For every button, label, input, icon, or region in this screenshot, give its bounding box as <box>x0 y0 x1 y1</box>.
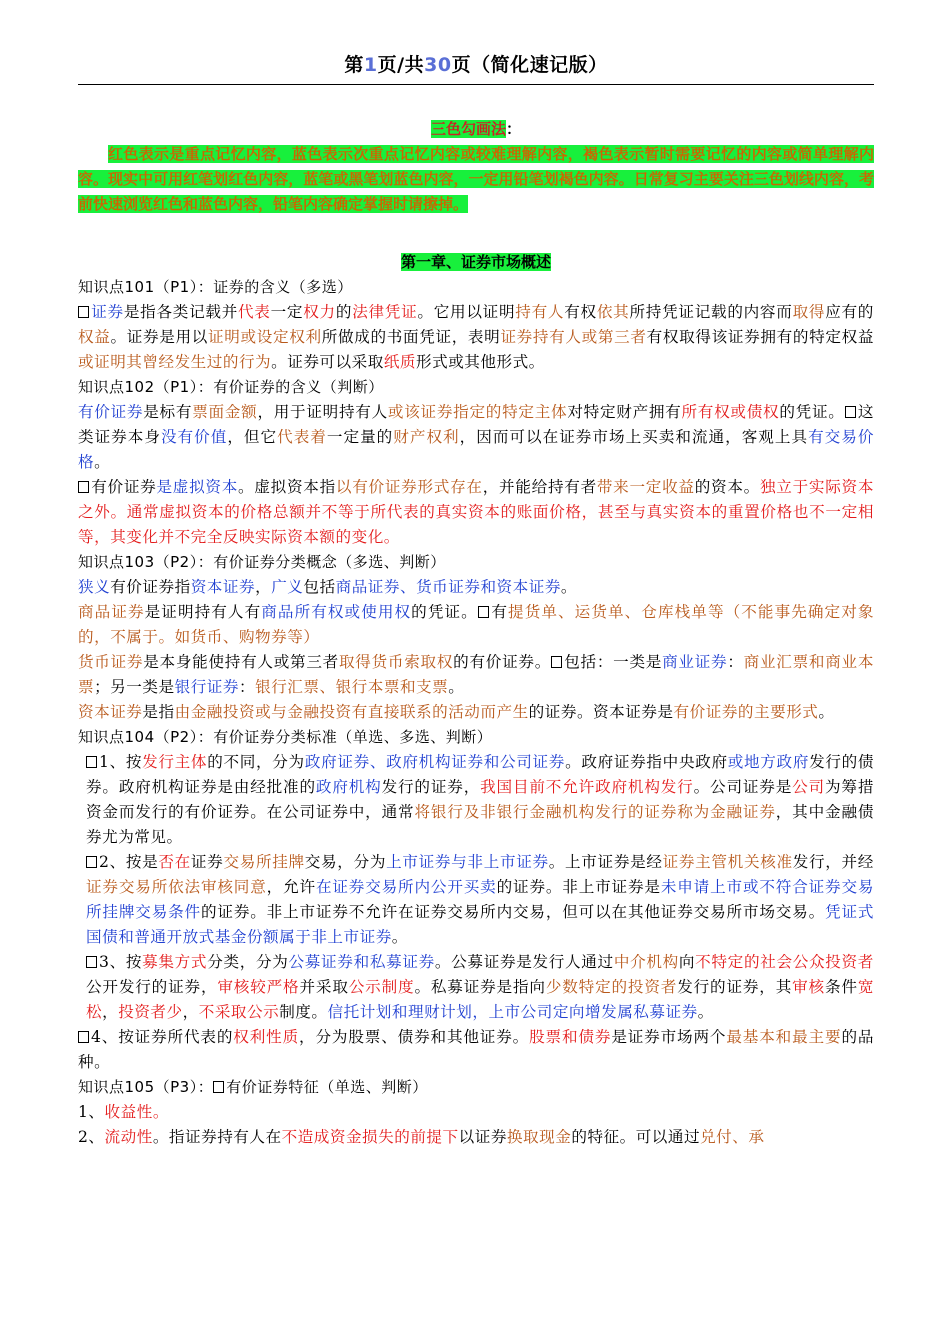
text-segment: 的凭证。 <box>411 603 478 621</box>
text-segment: 的 <box>335 303 353 321</box>
kp105-title <box>78 1075 874 1100</box>
text-segment: 4、按证券所代表的 <box>91 1028 234 1046</box>
text-segment: 信托计划和理财计划，上市公司定向增发属私募证券 <box>327 1003 698 1021</box>
text-segment: 代表着 <box>277 428 327 446</box>
text-segment: 公开发行的证券， <box>86 978 218 996</box>
text-segment: 所做成的书面凭证，表明 <box>321 328 501 346</box>
text-segment: ， <box>182 1003 199 1021</box>
text-segment: 的品种。 <box>78 1028 874 1071</box>
text-segment: 中介机构 <box>613 953 679 971</box>
text-segment: 有价证券 <box>78 403 144 421</box>
text-segment: 发行主体 <box>142 753 208 771</box>
text-segment: 。 <box>152 1103 169 1121</box>
text-segment: 或地方政府 <box>727 753 810 771</box>
text-segment: 交易，分为 <box>304 853 387 871</box>
text-segment: 。政府证券指中央政府 <box>565 753 728 771</box>
kp102-body-2 <box>78 475 874 550</box>
text-segment: 。私募证券是指向 <box>414 978 546 996</box>
kp103-body-1 <box>78 575 874 600</box>
text-segment: 。公司证券是 <box>693 778 793 796</box>
text-segment: ，分为股票、债券和其他证券。 <box>299 1028 530 1046</box>
kp104-body-3 <box>78 950 874 1025</box>
text-segment: 。 <box>697 1003 714 1021</box>
kp103-title: 知识点103（P2）：有价证券分类概念（多选、判断） <box>78 553 446 571</box>
spacer <box>78 85 874 117</box>
intro-body <box>78 142 874 217</box>
text-segment: 条件 <box>824 978 858 996</box>
text-segment: 形式或其他形式。 <box>416 353 545 371</box>
header-suffix: 页（简化速记版） <box>451 54 608 76</box>
text-segment: ；另一类是 <box>94 678 175 696</box>
text-segment: 所有权或债权 <box>681 403 780 421</box>
text-segment: 依其 <box>596 303 630 321</box>
text-segment: 证券 <box>190 853 224 871</box>
text-segment: 不采取公示 <box>198 1003 280 1021</box>
text-segment: 提货单、运货单、仓库栈单等（不能事先确定对象的，不属于。如货币、购物券等） <box>78 603 874 646</box>
text-segment: 有交易价格 <box>78 428 874 471</box>
text-segment: 是证明持有人有 <box>144 603 262 621</box>
text-segment: 商业汇票和商业本票 <box>78 653 874 696</box>
text-segment: 银行证券 <box>174 678 239 696</box>
text-segment: 少数特定的投资者 <box>545 978 678 996</box>
text-segment: 银行汇票、银行本票和支票 <box>255 678 449 696</box>
checkbox-icon <box>213 1081 224 1093</box>
text-segment: 的有价证券。 <box>453 653 552 671</box>
text-segment: 取得 <box>792 303 826 321</box>
text-segment: 资本证券 <box>78 703 143 721</box>
text-segment: 代表 <box>238 303 271 321</box>
checkbox-icon <box>78 1031 89 1043</box>
text-segment: 有 <box>490 603 509 621</box>
text-segment: 为筹措资金而发行的有价证券。在公司证券中，通常 <box>86 778 874 821</box>
text-segment: ，因而可以在证券市场上买卖和流通，客观上具 <box>459 428 809 446</box>
checkbox-icon <box>86 756 97 768</box>
text-segment: 取得货币索取权 <box>338 653 454 671</box>
text-segment: 。虚拟资本指 <box>238 478 336 496</box>
text-segment: 带来一定收益 <box>596 478 695 496</box>
text-segment: 1、 <box>78 1103 105 1121</box>
checkbox-icon <box>551 656 562 668</box>
kp102-body-1 <box>78 400 874 475</box>
text-segment: 知识点105（P3）： <box>78 1078 214 1096</box>
kp104-title: 知识点104（P2）：有价证券分类标准（单选、多选、判断） <box>78 728 493 746</box>
kp103-body-4 <box>78 700 874 725</box>
text-segment: 权利性质 <box>233 1028 300 1046</box>
text-segment: 不造成资金损失的前提下 <box>281 1128 459 1146</box>
text-segment: 的证券。非上市证券不允许在证券交易所内交易，但可以在其他证券交易所市场交易。 <box>200 903 826 921</box>
text-segment: 政府证券、政府机构证券和公司证券 <box>304 753 566 771</box>
text-segment: 发行的证券， <box>381 778 481 796</box>
text-segment: 未申请上市或不符合证券交易所挂牌交易条件 <box>86 878 874 921</box>
text-segment: 货币证券 <box>78 653 144 671</box>
kp102-title: 知识点102（P1）：有价证券的含义（判断） <box>78 378 384 396</box>
text-segment: 。公募证券是发行人通过 <box>434 953 614 971</box>
text-segment: 1、按 <box>99 753 143 771</box>
header-mid: 页/共 <box>377 54 425 76</box>
text-segment: 是指各类记载并 <box>123 303 238 321</box>
text-segment: 有价证券 <box>91 478 157 496</box>
checkbox-icon <box>78 481 89 493</box>
text-segment: 的资本。 <box>694 478 760 496</box>
text-segment: 证明或设定权利 <box>207 328 322 346</box>
text-segment: 商品所有权或使用权 <box>261 603 412 621</box>
text-segment: 或证明其曾经发生过的行为 <box>78 353 272 371</box>
text-segment: 有权 <box>564 303 597 321</box>
text-segment: 有权取得该证券拥有的特定权益 <box>646 328 874 346</box>
text-segment: 公募证券和私募证券 <box>288 953 435 971</box>
text-segment: 包括 <box>303 578 336 596</box>
text-segment: 没有价值 <box>160 428 228 446</box>
intro-title <box>78 117 874 142</box>
text-segment: 收益性 <box>104 1103 153 1121</box>
text-segment: ，用于证明持有人 <box>257 403 388 421</box>
text-segment: 募集方式 <box>142 953 208 971</box>
text-segment: 在证券交易所内公开买卖 <box>315 878 497 896</box>
header-page-number: 1 <box>363 54 378 76</box>
text-segment: 最基本和最主要 <box>726 1028 842 1046</box>
text-segment: 。证券是用以 <box>110 328 208 346</box>
text-segment: 发行的债券。政府机构证券是由经批准的 <box>86 753 874 796</box>
text-segment: 。 <box>391 928 408 946</box>
text-segment: ： <box>727 653 744 671</box>
text-segment: 这类证券本身 <box>78 403 874 446</box>
text-segment: 公司 <box>792 778 825 796</box>
text-segment: 的凭证。 <box>779 403 845 421</box>
text-segment: 票面金额 <box>192 403 258 421</box>
text-segment: 上市证券与非上市证券 <box>386 853 549 871</box>
text-segment: 对特定财产拥有 <box>567 403 682 421</box>
text-segment: ，允许 <box>266 878 316 896</box>
text-segment: 以有价证券形式存在 <box>335 478 483 496</box>
kp103-body-2 <box>78 600 874 650</box>
text-segment: 的特征。可以通过 <box>571 1128 701 1146</box>
text-segment: 向 <box>678 953 696 971</box>
text-segment: 独立于实际资本之外。通常虚拟资本的价格总额并不等于所代表的真实资本的账面价格，甚至与真实资本的重置价格也不一定相等，其变化并不完全反映实际资本额的变化。 <box>78 478 874 546</box>
text-segment: 权益 <box>78 328 111 346</box>
header-prefix: 第 <box>344 54 364 76</box>
text-segment: 的不同，分为 <box>207 753 305 771</box>
text-segment: 不特定的社会公众投资者 <box>695 953 874 971</box>
text-segment: 。 <box>448 678 465 696</box>
intro-body-text: 红色表示是重点记忆内容，蓝色表示次重点记忆内容或较难理解内容，褐色表示暂时需要记忆的内容或简单理解内容。现实中可用红笔划红色内容，蓝笔或黑笔划蓝色内容，一定用铅笔划褐色内容。日常复习主要关注三色划线内容，考前快速浏览红色和蓝色内容，铅笔内容确定掌握时请擦掉。 <box>78 145 874 213</box>
text-segment: 持有人 <box>515 303 565 321</box>
text-segment: 2、 <box>78 1128 105 1146</box>
text-segment: 商业证券 <box>662 653 728 671</box>
text-segment: 有价证券指 <box>110 578 191 596</box>
kp101-title: 知识点101（P1）：证券的含义（多选） <box>78 278 353 296</box>
chapter-title <box>78 250 874 275</box>
kp104-body-4 <box>78 1025 874 1075</box>
text-segment: 凭证式国债和普通开放式基金份额属于非上市证券 <box>86 903 874 946</box>
text-segment: 。它用以证明 <box>417 303 516 321</box>
kp105-item-2 <box>78 1125 874 1150</box>
checkbox-icon <box>86 956 97 968</box>
text-segment: 证券主管机关核准 <box>662 853 793 871</box>
kp104-body-1 <box>78 750 874 850</box>
header-total-pages: 30 <box>424 54 452 76</box>
text-segment: 发行，并经 <box>792 853 874 871</box>
text-segment: ，但它 <box>227 428 278 446</box>
text-segment: 是指 <box>142 703 175 721</box>
text-segment: 的证券。非上市证券是 <box>496 878 661 896</box>
text-segment: 以证券 <box>458 1128 507 1146</box>
checkbox-icon <box>845 406 856 418</box>
kp101-body <box>78 300 874 375</box>
text-segment: 。 <box>94 453 111 471</box>
kp104-body-2 <box>78 850 874 950</box>
text-segment: 所持凭证记载的内容而 <box>629 303 793 321</box>
text-segment: 3、按 <box>99 953 143 971</box>
intro-title-colon: ： <box>506 120 522 138</box>
text-segment: 广义 <box>271 578 304 596</box>
text-segment: 是标有 <box>143 403 193 421</box>
text-segment: 宽松 <box>86 978 874 1021</box>
text-segment: 包括：一类是 <box>564 653 663 671</box>
text-segment: 商品证券 <box>78 603 145 621</box>
text-segment: 兑付、承 <box>700 1128 765 1146</box>
text-segment: 由金融投资或与金融投资有直接联系的活动而产生 <box>174 703 529 721</box>
text-segment: 证券持有人或第三者 <box>500 328 647 346</box>
text-segment: 应有的 <box>825 303 874 321</box>
text-segment: ，其中金融债券尤为常见。 <box>86 803 874 846</box>
text-segment: 。指证券持有人在 <box>152 1128 282 1146</box>
text-segment: 资本证券 <box>190 578 256 596</box>
text-segment: 政府机构 <box>315 778 382 796</box>
text-segment: 否在 <box>158 853 191 871</box>
text-segment: 一定量的 <box>326 428 394 446</box>
chapter-title-text: 第一章、证券市场概述 <box>400 253 551 271</box>
text-segment: 流动性 <box>104 1128 153 1146</box>
text-segment: 一定 <box>270 303 304 321</box>
text-segment: 。证券可以采取 <box>271 353 384 371</box>
text-segment: 商品证券、货币证券和资本证券 <box>335 578 561 596</box>
document-page <box>78 50 874 1150</box>
text-segment: 。 <box>560 578 578 596</box>
text-segment: 有价证券特征（单选、判断） <box>226 1078 428 1096</box>
text-segment: 审核 <box>792 978 825 996</box>
text-segment: 并采取 <box>299 978 349 996</box>
text-segment: 或该证券指定的特定主体 <box>387 403 568 421</box>
text-segment: 财产权利 <box>393 428 460 446</box>
text-segment: 制度。 <box>279 1003 328 1021</box>
text-segment: 。 <box>818 703 835 721</box>
text-segment: 。上市证券是经 <box>548 853 663 871</box>
text-segment: ， <box>255 578 272 596</box>
text-segment: 交易所挂牌 <box>223 853 305 871</box>
checkbox-icon <box>78 306 89 318</box>
text-segment: 投资者少 <box>118 1003 183 1021</box>
text-segment: 是证券市场两个 <box>611 1028 727 1046</box>
text-segment: 有价证券的主要形式 <box>673 703 819 721</box>
intro-title-text: 三色勾画法 <box>430 120 506 138</box>
text-segment: ， <box>102 1003 119 1021</box>
checkbox-icon <box>86 856 97 868</box>
kp105-item-1 <box>78 1100 874 1125</box>
text-segment: 是本身能使持有人或第三者 <box>143 653 339 671</box>
kp103-body-3 <box>78 650 874 700</box>
text-segment: 我国目前不允许政府机构发行 <box>480 778 694 796</box>
text-segment: 的证券。资本证券是 <box>528 703 674 721</box>
text-segment: ： <box>238 678 256 696</box>
text-segment: 权力 <box>303 303 336 321</box>
text-segment: 纸质 <box>383 353 417 371</box>
text-segment: 证券 <box>91 303 124 321</box>
text-segment: 法律凭证 <box>352 303 418 321</box>
text-segment: 是虚拟资本 <box>156 478 239 496</box>
page-header <box>78 50 874 80</box>
text-segment: 分类，分为 <box>207 953 289 971</box>
text-segment: 发行的证券，其 <box>677 978 793 996</box>
text-segment: 公示制度 <box>348 978 415 996</box>
text-segment: 狭义 <box>78 578 111 596</box>
text-segment: 换取现金 <box>506 1128 572 1146</box>
text-segment: 将银行及非银行金融机构发行的证券称为金融证券 <box>414 803 776 821</box>
text-segment: ，并能给持有者 <box>482 478 597 496</box>
text-segment: 2、按是 <box>99 853 159 871</box>
text-segment: 审核较严格 <box>217 978 300 996</box>
text-segment: 证券交易所依法审核同意 <box>86 878 267 896</box>
text-segment: 股票和债券 <box>529 1028 612 1046</box>
checkbox-icon <box>478 606 489 618</box>
